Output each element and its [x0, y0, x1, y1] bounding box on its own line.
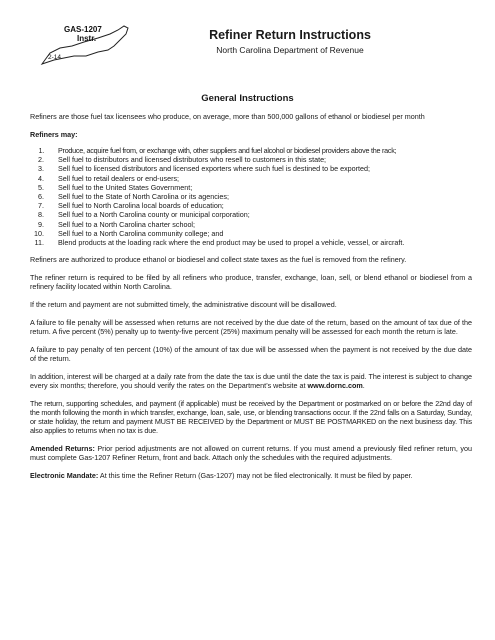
north-carolina-map-logo [40, 20, 140, 66]
list-item: 7. Sell fuel to North Carolina local boards of education; [38, 201, 224, 211]
list-item: 8. Sell fuel to a North Carolina county or municipal corporation; [38, 210, 250, 220]
list-item: 2. Sell fuel to distributors and licensed distributors who resell to customers in this state; [38, 155, 327, 165]
list-item: 1. Produce, acquire fuel from, or exchange with, other suppliers and fuel alcohol or biodiesel providers above the rack; [38, 146, 397, 155]
due-date-paragraph: The return, supporting schedules, and payment (if applicable) must be received by the Department or postmarked on or before the 22nd day of the month following the month in which transfer, exchange, loan, sale, use, or blending transactions occur. If the 22nd falls on a Saturday, Sunday, or state holiday, the return and payment MUST BE RECEIVED by the Department or MUST BE POSTMARKED on the next business day. This also applies to returns when no tax is due. [30, 399, 472, 436]
list-item: 6. Sell fuel to the State of North Carolina or its agencies; [38, 192, 229, 202]
form-id: GAS-1207 [64, 25, 102, 34]
instructions-body [30, 112, 472, 489]
authorized-paragraph: Refiners are authorized to produce ethanol or biodiesel and collect state taxes as the fuel is removed from the refinery. [30, 255, 407, 265]
electronic-mandate-paragraph: Electronic Mandate: At this time the Refiner Return (Gas-1207) may not be filed electronically. It must be filed by paper. [30, 471, 413, 481]
document-title: Refiner Return Instructions [209, 28, 371, 42]
failure-to-file-paragraph: A failure to file penalty will be assessed when returns are not received by the due date of the return, based on the amount of tax due of the return. A five percent (5%) penalty up to twenty-five percent (25%) maximum penalty will be assessed for each month the return is late. [30, 318, 472, 337]
amended-returns-paragraph: Amended Returns: Prior period adjustments are not allowed on current returns. If you must amend a previously filed refiner return, you must complete Gas-1207 Refiner Return, front and back. Attach only the schedules with the required adjustments. [30, 444, 472, 463]
list-item: 3. Sell fuel to licensed distributors and licensed exporters where such fuel is destined to be exported; [38, 164, 371, 174]
electronic-mandate-label: Electronic Mandate: [30, 471, 99, 481]
interest-paragraph: In addition, interest will be charged at a daily rate from the date the tax is due until the date the tax is paid. The interest is subject to change every six months; therefore, you should verify the rates on the Department’s website at www.dornc.com. [30, 372, 472, 391]
discount-paragraph: If the return and payment are not submitted timely, the administrative discount will be disallowed. [30, 300, 337, 310]
required-paragraph: The refiner return is required to be filed by all refiners who produce, transfer, exchange, loan, sell, or blend ethanol or biodiesel from a refinery facility located within North Carolina. [30, 273, 472, 292]
refiners-may-heading: Refiners may: [30, 130, 78, 139]
form-date: 2-14 [48, 54, 62, 61]
amended-returns-label: Amended Returns: [30, 444, 95, 454]
intro-paragraph: Refiners are those fuel tax licensees who produce, on average, more than 500,000 gallons of ethanol or biodiesel per month [30, 112, 425, 121]
list-item: 9. Sell fuel to a North Carolina charter school; [38, 219, 196, 229]
list-item: 5. Sell fuel to the United States Government; [38, 182, 193, 192]
list-item: 11. Blend products at the loading rack where the end product may be used to propel a vehicle, vessel, or aircraft. [34, 238, 405, 248]
failure-to-pay-paragraph: A failure to pay penalty of ten percent (10%) of the amount of tax due will be assessed when the payment is not received by the due date of the return. [30, 345, 472, 364]
form-id-suffix: Instr. [77, 34, 97, 43]
website-link[interactable]: www.dornc.com [307, 381, 363, 391]
list-item: 10. Sell fuel to a North Carolina community college; and [34, 228, 224, 238]
document-subtitle: North Carolina Department of Revenue [216, 45, 364, 55]
list-item: 4. Sell fuel to retail dealers or end-users; [38, 173, 180, 183]
refiner-actions-list [30, 146, 472, 247]
section-heading: General Instructions [201, 93, 294, 104]
